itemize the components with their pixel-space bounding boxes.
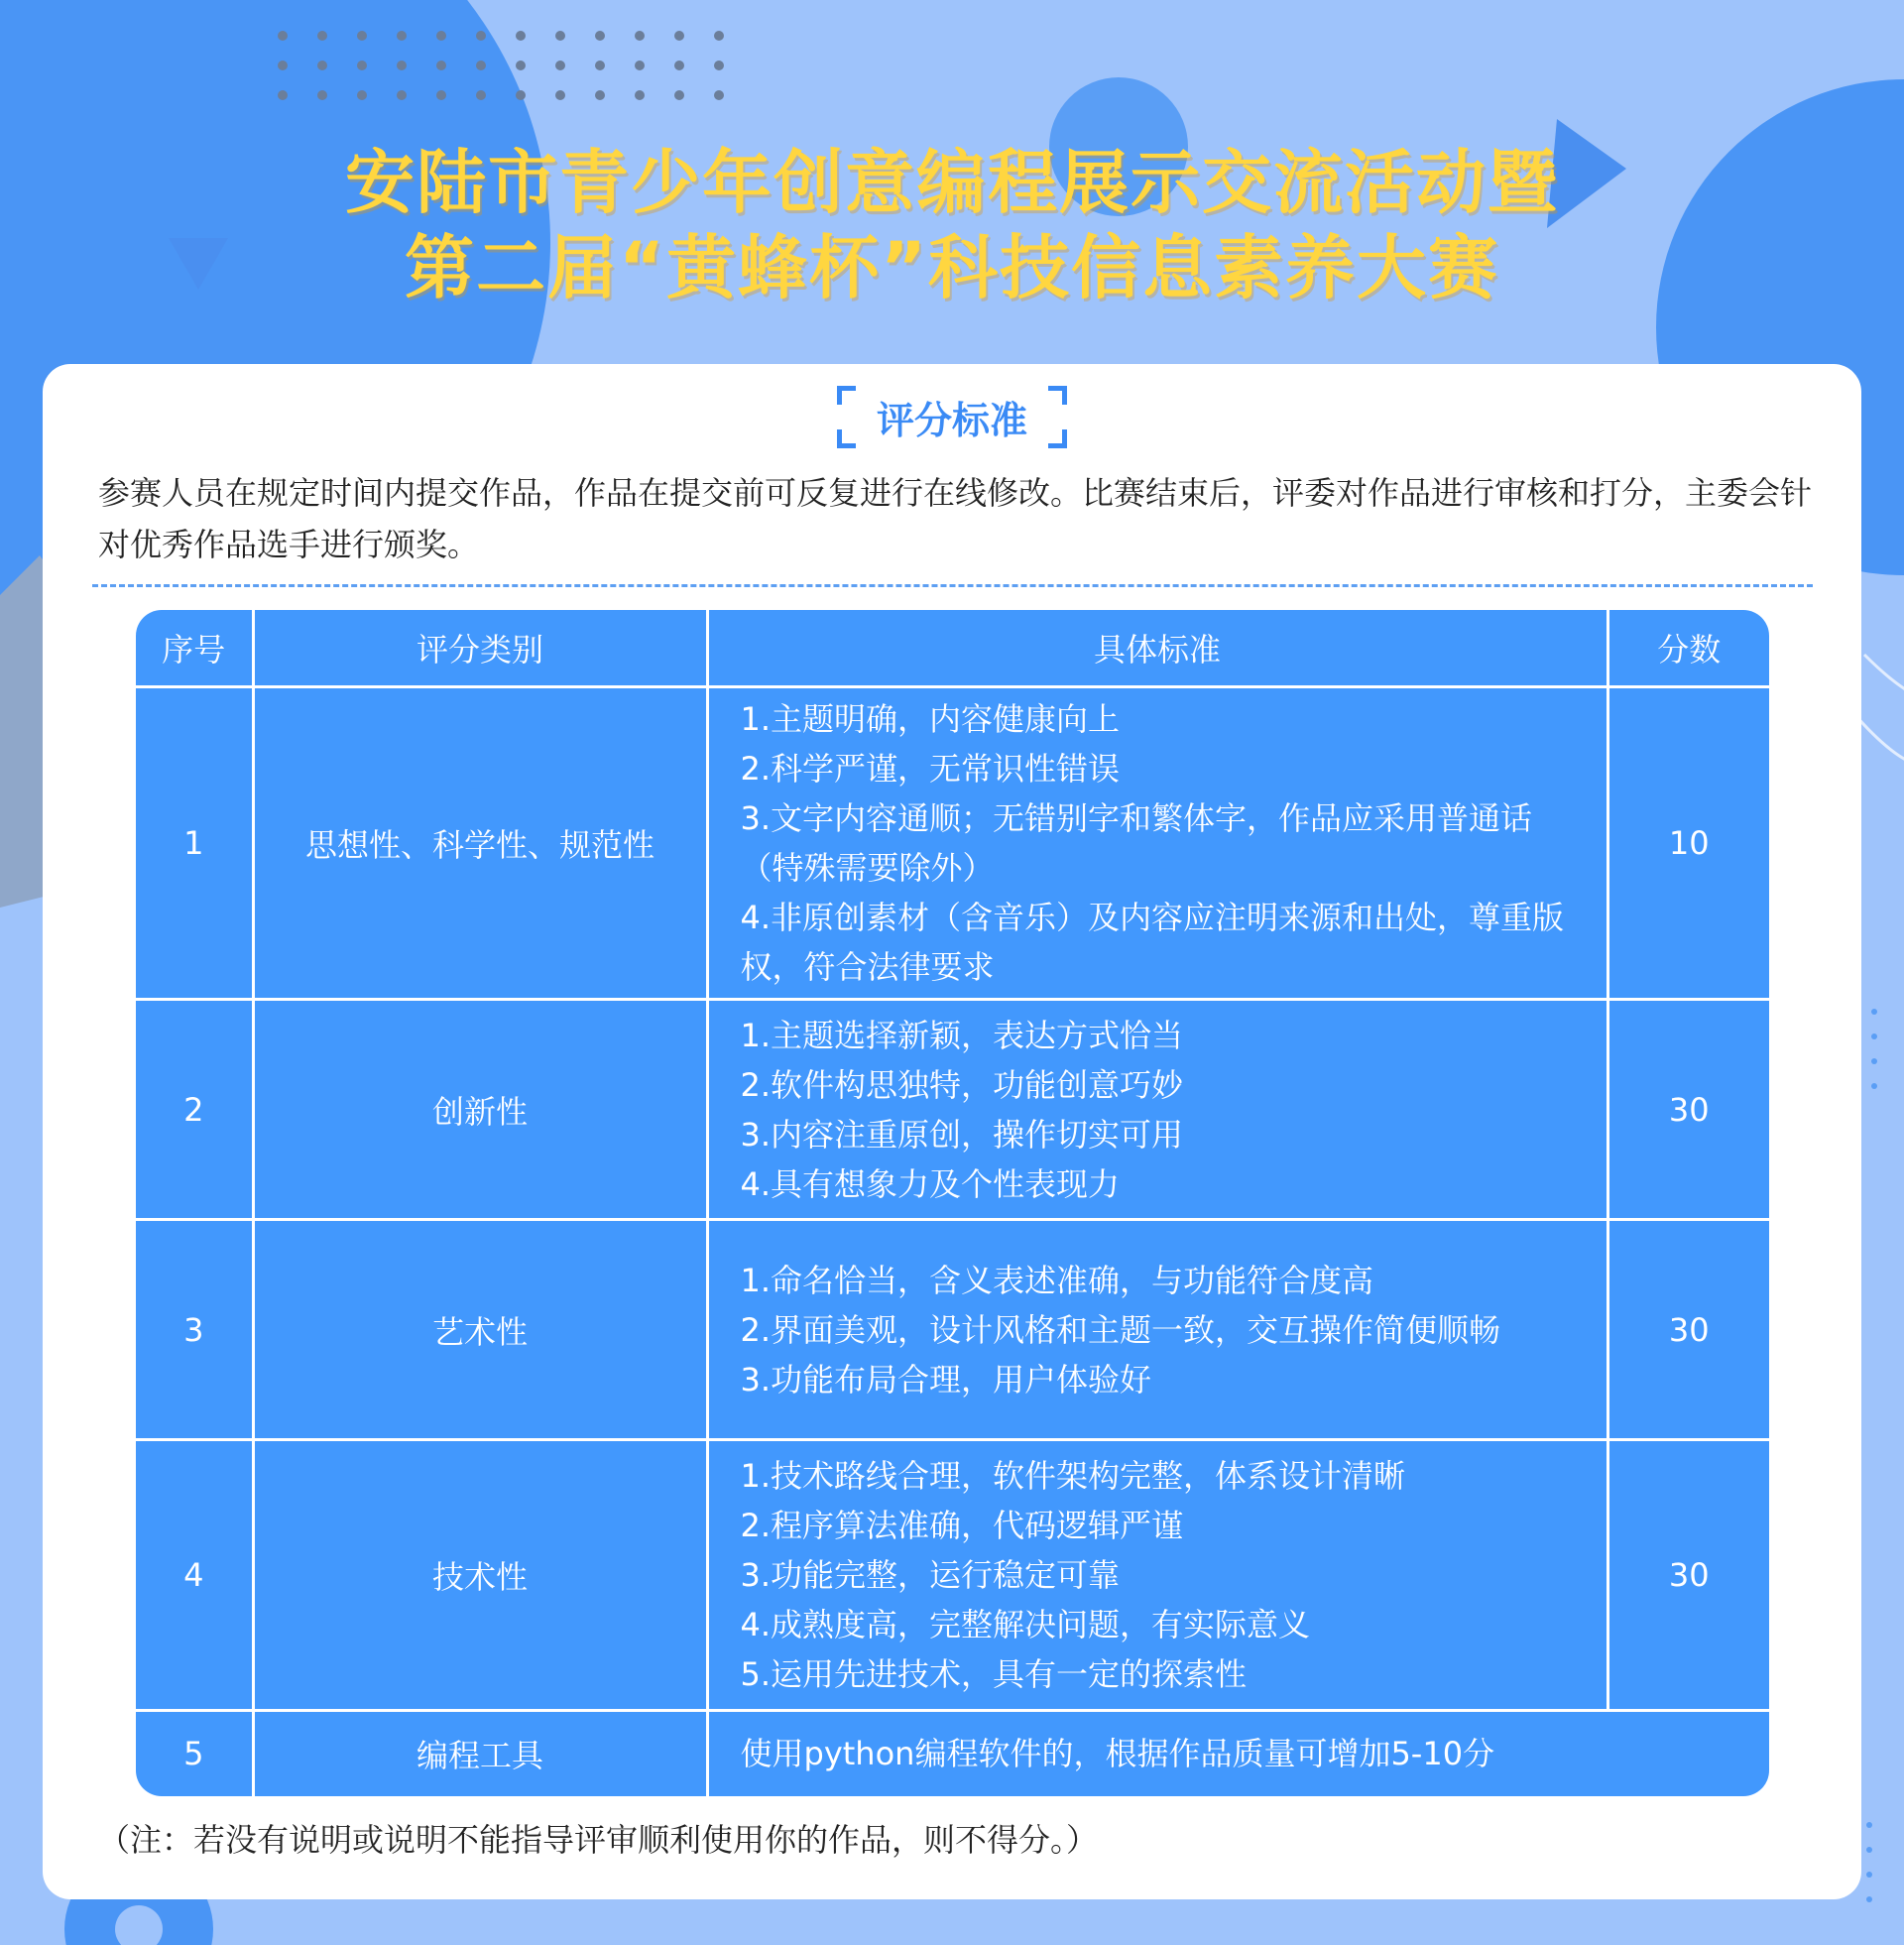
criteria-item: 4.具有想象力及个性表现力 — [740, 1164, 1121, 1203]
column-header-criteria: 具体标准 — [707, 610, 1607, 687]
cell-no: 4 — [136, 1440, 253, 1711]
table-row — [136, 1000, 1769, 1220]
content-card — [43, 364, 1861, 1899]
intro-text: 参赛人员在规定时间内提交作品，作品在提交前可反复进行在线修改。比赛结束后，评委对作品进行审核和打分，主委会针对优秀作品选手进行颁奖。 — [98, 474, 1813, 563]
criteria-item: 3.功能完整，运行稳定可靠 — [740, 1556, 1121, 1594]
bracket-corner-icon — [837, 386, 856, 405]
page-title-line2: 第二届“黄蜂杯”科技信息素养大赛 — [404, 227, 1499, 308]
criteria-item: 1.技术路线合理，软件架构完整，体系设计清晰 — [740, 1457, 1406, 1495]
cell-score: 30 — [1607, 1220, 1769, 1440]
cell-category: 技术性 — [253, 1440, 707, 1711]
bracket-corner-icon — [1048, 429, 1067, 448]
criteria-item: 2.软件构思独特，功能创意巧妙 — [740, 1065, 1184, 1104]
cell-no: 5 — [136, 1711, 253, 1796]
bracket-corner-icon — [837, 429, 856, 448]
cell-score: 10 — [1607, 687, 1769, 1000]
criteria-item: 2.科学严谨，无常识性错误 — [740, 750, 1121, 788]
criteria-item: 2.程序算法准确，代码逻辑严谨 — [740, 1507, 1184, 1544]
cell-category: 艺术性 — [253, 1220, 707, 1440]
cell-criteria — [707, 1711, 1769, 1796]
cell-criteria — [707, 1220, 1607, 1440]
criteria-item: 1.命名恰当，含义表述准确，与功能符合度高 — [740, 1261, 1374, 1299]
table-row — [136, 1440, 1769, 1711]
criteria-item: 2.界面美观，设计风格和主题一致，交互操作简便顺畅 — [740, 1310, 1501, 1349]
criteria-item: 4.成熟度高，完整解决问题，有实际意义 — [740, 1606, 1311, 1643]
criteria-item: 3.内容注重原创，操作切实可用 — [740, 1115, 1184, 1154]
scoring-table — [136, 610, 1769, 1796]
cell-score: 30 — [1607, 1440, 1769, 1711]
cell-criteria — [707, 1000, 1607, 1220]
table-header-row — [136, 610, 1769, 687]
criteria-item: 3.文字内容通顺；无错别字和繁体字，作品应采用普通话（特殊需要除外） — [740, 799, 1533, 887]
criteria-item: 1.主题明确，内容健康向上 — [740, 700, 1121, 738]
criteria-item: 使用python编程软件的，根据作品质量可增加5-10分 — [740, 1735, 1495, 1773]
section-heading — [43, 386, 1861, 448]
cell-criteria — [707, 1440, 1607, 1711]
column-header-category: 评分类别 — [253, 610, 707, 687]
dashed-divider — [92, 584, 1813, 587]
cell-score: 30 — [1607, 1000, 1769, 1220]
criteria-item: 5.运用先进技术，具有一定的探索性 — [740, 1655, 1248, 1693]
table-row — [136, 687, 1769, 1000]
cell-category: 编程工具 — [253, 1711, 707, 1796]
cell-criteria — [707, 687, 1607, 1000]
page-title-line1: 安陆市青少年创意编程展示交流活动暨 — [345, 142, 1559, 223]
cell-no: 1 — [136, 687, 253, 1000]
table-row — [136, 1711, 1769, 1796]
footnote: （注：若没有说明或说明不能指导评审顺利使用你的作品，则不得分。） — [98, 1821, 1099, 1859]
cell-no: 3 — [136, 1220, 253, 1440]
criteria-item: 4.非原创素材（含音乐）及内容应注明来源和出处，尊重版权，符合法律要求 — [740, 899, 1565, 986]
column-header-score: 分数 — [1607, 610, 1769, 687]
criteria-item: 3.功能布局合理，用户体验好 — [740, 1360, 1152, 1398]
criteria-item: 1.主题选择新颖，表达方式恰当 — [740, 1016, 1184, 1054]
table-row — [136, 1220, 1769, 1440]
cell-no: 2 — [136, 1000, 253, 1220]
cell-category: 思想性、科学性、规范性 — [253, 687, 707, 1000]
column-header-no: 序号 — [136, 610, 253, 687]
bracket-corner-icon — [1048, 386, 1067, 405]
cell-category: 创新性 — [253, 1000, 707, 1220]
section-heading-text: 评分标准 — [876, 399, 1027, 442]
